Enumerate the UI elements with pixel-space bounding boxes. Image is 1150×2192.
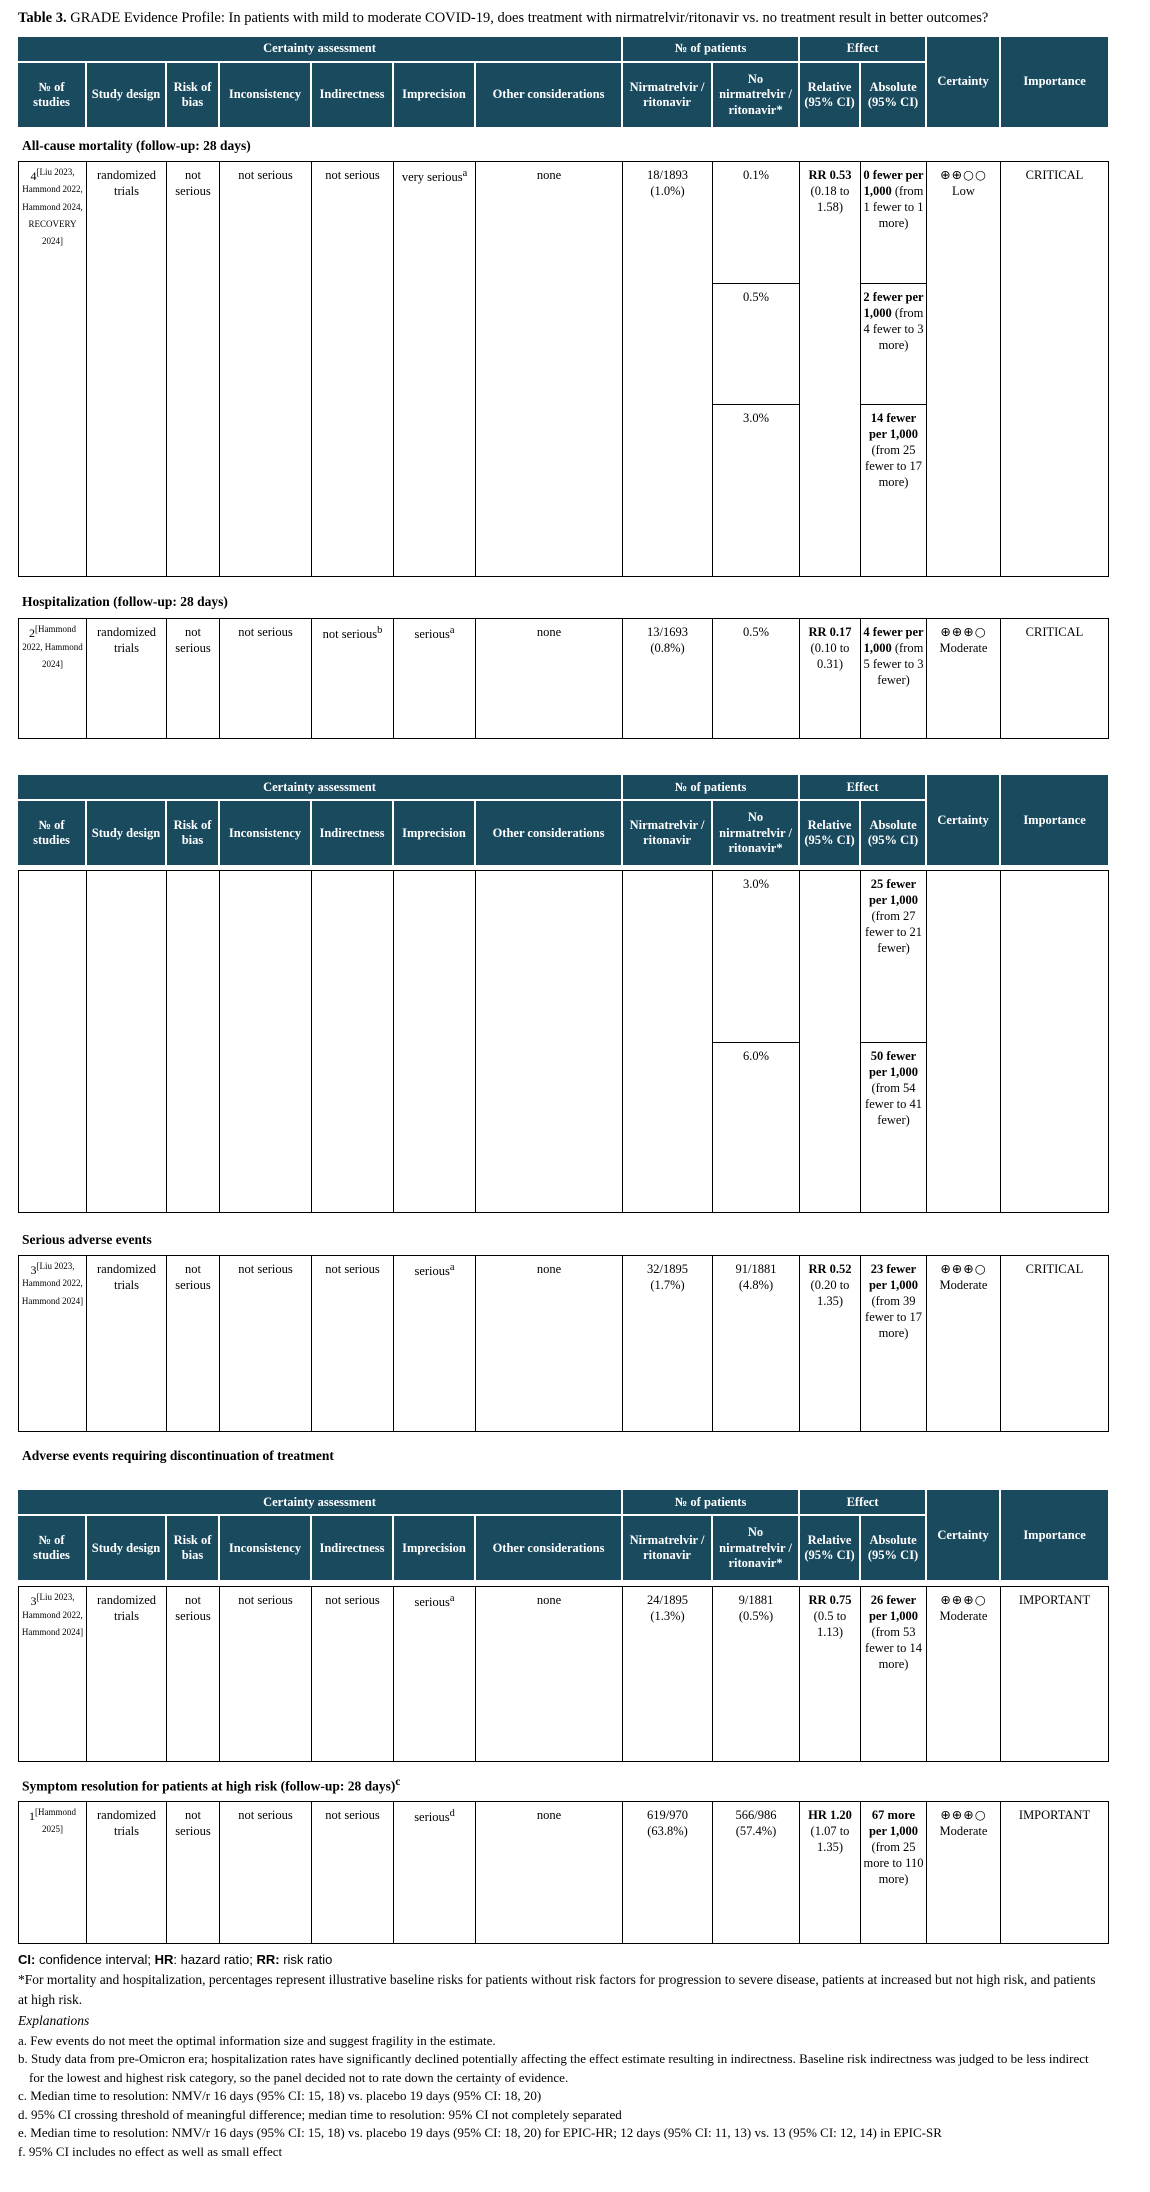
imprecision-cell: serious$^d$ [394,1801,476,1943]
study-design-cell: randomized trials [87,1255,167,1431]
explanation-a: a. Few events do not meet the optimal information size and suggest fragility in the estimate. [18,2032,496,2048]
group-certainty-assessment: Certainty assessment [18,775,622,800]
col-no-nirmatrelvir: No nirmatrelvir / ritonavir* [712,62,799,128]
other-considerations-cell: none [476,1801,623,1943]
group-no-of-patients: № of patients [622,775,799,800]
col-no-nirmatrelvir: No nirmatrelvir / ritonavir* [712,1515,799,1581]
col-study-design: Study design [86,62,166,128]
table-title-text: GRADE Evidence Profile: In patients with mild to moderate COVID-19, does treatment with nirmatrelvir/ritonavir vs. no treatment result in better outcomes? [66,10,989,26]
symptom-resolution-table [18,1801,1109,1944]
col-risk-of-bias: Risk of bias [166,62,219,128]
importance-cell: CRITICAL [1001,161,1109,576]
grade-rating-icons: ⊕⊕○○ [940,166,987,182]
empty-cell [19,871,87,1213]
footnotes [18,1952,1096,2161]
certainty-cell: ⊕⊕⊕○ Moderate [927,1587,1001,1762]
study-design-cell: randomized trials [87,1801,167,1943]
certainty-cell: ⊕⊕⊕○ Moderate [927,1255,1001,1431]
other-considerations-cell: none [476,619,623,739]
other-considerations-cell: none [476,161,623,576]
col-importance: Importance [1000,1490,1108,1581]
relative-effect-cell: RR 0.17 (0.10 to 0.31) [800,619,861,739]
mortality-table [18,161,1109,577]
indirectness-cell: not serious [312,1587,394,1762]
grade-rating-icons: ⊕⊕⊕○ [940,1806,987,1822]
baseline-risk-cell: 6.0% [713,1043,800,1213]
inconsistency-cell: not serious [220,619,312,739]
group-no-of-patients: № of patients [622,37,799,62]
explanation-c: c. Median time to resolution: NMV/r 16 days (95% CI: 15, 18) vs. placebo 19 days (95% CI: 18, 20) [18,2088,542,2104]
imprecision-cell: serious$^a$ [394,619,476,739]
importance-cell: CRITICAL [1001,619,1109,739]
control-cell: 91/1881 (4.8%) [713,1255,800,1431]
col-imprecision: Imprecision [393,800,475,866]
col-no-of-studies: № of studies [18,62,86,128]
group-certainty-assessment: Certainty assessment [18,37,622,62]
other-considerations-cell: none [476,1587,623,1762]
study-citations: [Liu 2023, Hammond 2022, Hammond 2024] [21,1592,84,1638]
indirectness-cell: not serious [312,1255,394,1431]
grade-header-1 [18,37,1108,129]
col-imprecision: Imprecision [393,1515,475,1581]
col-risk-of-bias: Risk of bias [166,1515,219,1581]
certainty-cell: ⊕⊕⊕○ Moderate [927,619,1001,739]
mortality-continuation-table [18,870,1109,1213]
col-relative-ci: Relative (95% CI) [799,800,860,866]
absolute-effect-cell: 67 more per 1,000 (from 25 more to 110 more) [861,1801,927,1943]
inconsistency-cell: not serious [220,161,312,576]
baseline-risk-cell: 0.5% [713,619,800,739]
study-design-cell: randomized trials [87,619,167,739]
section-heading-symptom-resolution: Symptom resolution for patients at high risk (follow-up: 28 days)$^c$ [22,1776,401,1794]
absolute-effect-cell: 25 fewer per 1,000 (from 27 fewer to 21 fewer) [861,871,927,1043]
studies-cell: 4[Liu 2023, Hammond 2022, Hammond 2024, RECOVERY 2024] [19,161,87,576]
table-row [19,1801,1109,1943]
control-cell: 9/1881 (0.5%) [713,1587,800,1762]
col-no-of-studies: № of studies [18,1515,86,1581]
indirectness-cell: not serious$^b$ [312,619,394,739]
nirmatrelvir-cell: 619/970 (63.8%) [623,1801,713,1943]
explanations-label: Explanations [18,2012,90,2028]
section-heading-serious-adverse-events: Serious adverse events [22,1232,152,1248]
baseline-risk-cell: 3.0% [713,404,800,576]
relative-effect-cell: RR 0.75 (0.5 to 1.13) [800,1587,861,1762]
group-effect: Effect [799,1490,926,1515]
col-other-considerations: Other considerations [475,62,622,128]
group-effect: Effect [799,37,926,62]
absolute-effect-cell: 0 fewer per 1,000 (from 1 fewer to 1 more) [861,161,927,283]
serious-adverse-events-table [18,1255,1109,1432]
explanation-d: d. 95% CI crossing threshold of meaningful difference; median time to resolution: 95% CI not completely separated [18,2106,622,2122]
studies-cell: 2[Hammond 2022, Hammond 2024] [19,619,87,739]
explanation-b: b. Study data from pre-Omicron era; hospitalization rates have significantly declined potentially affecting the effect estimate resulting in indirectness. Baseline risk indirectness was judged to be less indirect for the lowest and highest risk category, so the panel decided not to rate down the certainty of evidence. [18,2051,1089,2085]
empty-cell [623,871,713,1213]
col-inconsistency: Inconsistency [219,800,311,866]
absolute-effect-cell: 2 fewer per 1,000 (from 4 fewer to 3 more) [861,283,927,404]
empty-cell [87,871,167,1213]
col-importance: Importance [1000,775,1108,866]
col-relative-ci: Relative (95% CI) [799,1515,860,1581]
studies-cell: 3[Liu 2023, Hammond 2022, Hammond 2024] [19,1255,87,1431]
col-certainty: Certainty [926,775,1000,866]
risk-of-bias-cell: not serious [167,1587,220,1762]
col-certainty: Certainty [926,1490,1000,1581]
empty-cell [1001,871,1109,1213]
col-nirmatrelvir: Nirmatrelvir / ritonavir [622,800,712,866]
empty-cell [476,871,623,1213]
empty-cell [394,871,476,1213]
group-no-of-patients: № of patients [622,1490,799,1515]
absolute-effect-cell: 23 fewer per 1,000 (from 39 fewer to 17 more) [861,1255,927,1431]
col-relative-ci: Relative (95% CI) [799,62,860,128]
empty-cell [220,871,312,1213]
study-design-cell: randomized trials [87,161,167,576]
col-imprecision: Imprecision [393,62,475,128]
indirectness-cell: not serious [312,1801,394,1943]
col-indirectness: Indirectness [311,800,393,866]
col-inconsistency: Inconsistency [219,62,311,128]
group-effect: Effect [799,775,926,800]
absolute-effect-cell: 14 fewer per 1,000 (from 25 fewer to 17 more) [861,404,927,576]
baseline-risk-cell: 0.5% [713,283,800,404]
inconsistency-cell: not serious [220,1255,312,1431]
study-citations: [Liu 2023, Hammond 2022, Hammond 2024] [21,1260,84,1306]
indirectness-cell: not serious [312,161,394,576]
col-other-considerations: Other considerations [475,800,622,866]
risk-of-bias-cell: not serious [167,1801,220,1943]
certainty-cell: ⊕⊕⊕○ Moderate [927,1801,1001,1943]
relative-effect-cell: HR 1.20 (1.07 to 1.35) [800,1801,861,1943]
other-considerations-cell: none [476,1255,623,1431]
study-citations: [Hammond 2025] [35,1806,76,1835]
studies-cell: 3[Liu 2023, Hammond 2022, Hammond 2024] [19,1587,87,1762]
col-indirectness: Indirectness [311,1515,393,1581]
col-nirmatrelvir: Nirmatrelvir / ritonavir [622,62,712,128]
table-row [19,161,1109,283]
importance-cell: IMPORTANT [1001,1801,1109,1943]
baseline-risk-cell: 3.0% [713,871,800,1043]
group-certainty-assessment: Certainty assessment [18,1490,622,1515]
importance-cell: CRITICAL [1001,1255,1109,1431]
section-heading-mortality: All-cause mortality (follow-up: 28 days) [22,138,251,154]
empty-cell [927,871,1001,1213]
grade-rating-icons: ⊕⊕⊕○ [940,624,987,640]
study-citations: [Liu 2023, Hammond 2022, Hammond 2024, RECOVERY 2024] [22,166,83,246]
nirmatrelvir-cell: 13/1693 (0.8%) [623,619,713,739]
section-heading-discontinuation: Adverse events requiring discontinuation of treatment [22,1447,334,1463]
col-absolute-ci: Absolute (95% CI) [860,1515,926,1581]
col-inconsistency: Inconsistency [219,1515,311,1581]
imprecision-cell: serious$^a$ [394,1255,476,1431]
nirmatrelvir-cell: 32/1895 (1.7%) [623,1255,713,1431]
studies-cell: 1[Hammond 2025] [19,1801,87,1943]
abbreviations-line: CI: confidence interval; HR: hazard ratio; RR: risk ratio [18,1951,333,1967]
col-nirmatrelvir: Nirmatrelvir / ritonavir [622,1515,712,1581]
table-row [19,1255,1109,1431]
empty-cell [167,871,220,1213]
col-importance: Importance [1000,37,1108,128]
absolute-effect-cell: 26 fewer per 1,000 (from 53 fewer to 14 more) [861,1587,927,1762]
table-title [18,8,1080,28]
col-other-considerations: Other considerations [475,1515,622,1581]
absolute-effect-cell: 4 fewer per 1,000 (from 5 fewer to 3 fewer) [861,619,927,739]
hospitalization-table [18,618,1109,739]
col-no-nirmatrelvir: No nirmatrelvir / ritonavir* [712,800,799,866]
control-cell: 566/986 (57.4%) [713,1801,800,1943]
table-row [19,871,1109,1043]
grade-rating-icons: ⊕⊕⊕○ [940,1260,987,1276]
explanation-e: e. Median time to resolution: NMV/r 16 days (95% CI: 15, 18) vs. placebo 19 days (95% CI: 18, 20) for EPIC-HR; 12 days (95% CI: 11, 13) vs. 13 (95% CI: 12, 14) in EPIC-SR [18,2125,942,2141]
discontinuation-table [18,1586,1109,1762]
nirmatrelvir-cell: 24/1895 (1.3%) [623,1587,713,1762]
col-certainty: Certainty [926,37,1000,128]
risk-of-bias-cell: not serious [167,161,220,576]
section-heading-hospitalization: Hospitalization (follow-up: 28 days) [22,593,228,609]
table-title-label: Table 3. [18,10,67,26]
empty-cell [312,871,394,1213]
baseline-risk-cell: 0.1% [713,161,800,283]
col-risk-of-bias: Risk of bias [166,800,219,866]
importance-cell: IMPORTANT [1001,1587,1109,1762]
absolute-effect-cell: 50 fewer per 1,000 (from 54 fewer to 41 fewer) [861,1043,927,1213]
grade-header-3 [18,1490,1108,1582]
col-study-design: Study design [86,1515,166,1581]
col-indirectness: Indirectness [311,62,393,128]
nirmatrelvir-cell: 18/1893 (1.0%) [623,161,713,576]
relative-effect-cell: RR 0.53 (0.18 to 1.58) [800,161,861,576]
inconsistency-cell: not serious [220,1587,312,1762]
col-absolute-ci: Absolute (95% CI) [860,62,926,128]
grade-rating-icons: ⊕⊕⊕○ [940,1592,987,1608]
certainty-cell: ⊕⊕○○ Low [927,161,1001,576]
risk-of-bias-cell: not serious [167,1255,220,1431]
col-study-design: Study design [86,800,166,866]
explanation-f: f. 95% CI includes no effect as well as small effect [18,2143,283,2159]
baseline-risk-footnote: *For mortality and hospitalization, percentages represent illustrative baseline risks for patients without risk factors for progression to severe disease, patients at increased but not high risk, and patients at high risk. [18,1972,1096,2007]
inconsistency-cell: not serious [220,1801,312,1943]
col-no-of-studies: № of studies [18,800,86,866]
table-row [19,619,1109,739]
relative-effect-cell: RR 0.52 (0.20 to 1.35) [800,1255,861,1431]
study-citations: [Hammond 2022, Hammond 2024] [22,624,83,670]
imprecision-cell: very serious$^a$ [394,161,476,576]
empty-cell [800,871,861,1213]
study-design-cell: randomized trials [87,1587,167,1762]
risk-of-bias-cell: not serious [167,619,220,739]
imprecision-cell: serious$^a$ [394,1587,476,1762]
table-row [19,1587,1109,1762]
grade-header-2 [18,775,1108,867]
col-absolute-ci: Absolute (95% CI) [860,800,926,866]
